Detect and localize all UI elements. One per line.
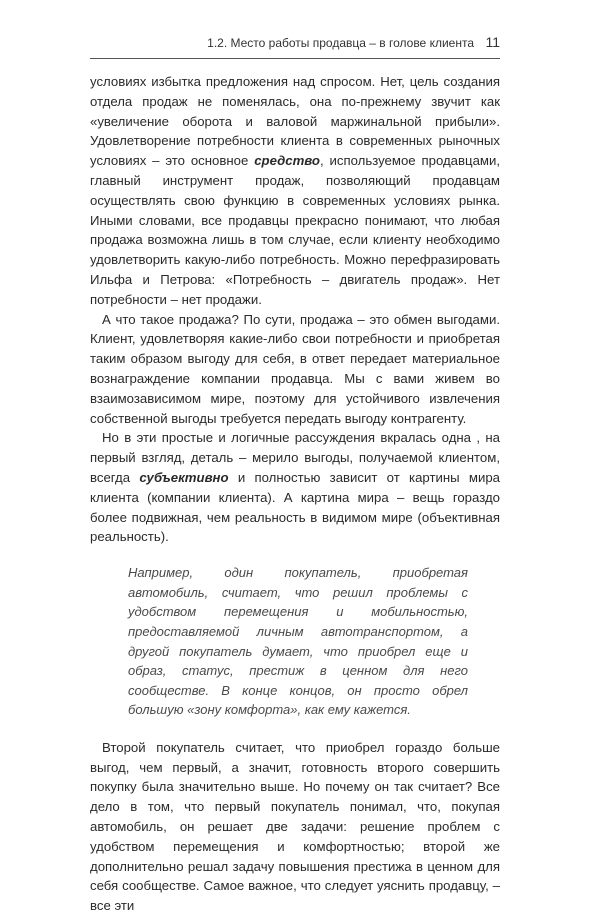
paragraph-3-text-b: и полностью зависит от картины мира клиента (компании клиента). А картина мира – вещь гораздо более подвижная, чем реальность в видимом мире (объективная реальность). — [90, 469, 500, 545]
example-quote: Например, один покупатель, приобретая автомобиль, считает, что решил проблемы с удобством перемещения и мобильностью, предоставляемой личным автотранспортом, а другой покупатель думает, что приобрел еще и образ, статус, престиж в ценном для него сообществе. В конце концов, он просто обрел большую «зону комфорта», как ему кажется. — [128, 565, 468, 718]
paragraph-1-text-a: условиях избытка предложения над спросом. Нет, цель создания отдела продаж не поменялась, она по-прежнему звучит как «увеличение оборота и валовой маржинальной прибыли». Удовлетворение потребности клиента в современных рыночных условиях – это основное — [90, 74, 500, 169]
paragraph-3-text-a: Но в эти простые и логичные рассуждения вкралась одна , на первый взгляд, деталь – мерило выгоды, получаемой клиентом, всегда — [90, 430, 500, 485]
running-header — [90, 34, 500, 54]
header-divider — [90, 58, 500, 59]
paragraph-3 — [90, 428, 500, 547]
paragraph-4: Второй покупатель считает, что приобрел гораздо больше выгод, чем первый, а значит, готовность второго совершить покупку была значительно выше. Но почему он так считает? Все дело в том, что первый покупатель понимал, что, покупая автомобиль, он решает две задачи: решение проблем с удобством перемещения и комфортностью; второй же дополнительно решал задачу повышения престижа в ценном для себя сообществе. Самое важное, что следует уяснить продавцу, – все эти — [90, 739, 500, 914]
paragraph-2: А что такое продажа? По сути, продажа – это обмен выгодами. Клиент, удовлетворяя какие-либо свои потребности и приобретая таким образом выгоду для себя, в ответ передает материальное вознаграждение компании продавца. Мы с вами живем во взаимозависимом мире, поэтому для устойчивого извлечения собственной выгоды требуется передать выгоду контрагенту. — [90, 311, 500, 426]
paragraph-1-text-b: , используемое продавцами, главный инструмент продаж, позволяющий продавцам осуществлять свою функцию в современных условиях рынка. Иными словами, все продавцы прекрасно понимают, что любая продажа возможна лишь в том случае, если клиенту необходимо удовлетворить какую-либо потребность. Можно перефразировать Ильфа и Петрова: «Потребность – двигатель продаж». Нет потребности – нет продажи. — [90, 153, 501, 307]
chapter-title: 1.2. Место работы продавца – в голове клиента — [207, 36, 474, 50]
emphasis-subjective: субъективно — [139, 469, 229, 485]
emphasis-means: средство — [254, 153, 320, 169]
paragraph-1 — [90, 72, 500, 310]
page-number: 11 — [485, 34, 500, 50]
page-body — [90, 72, 500, 916]
